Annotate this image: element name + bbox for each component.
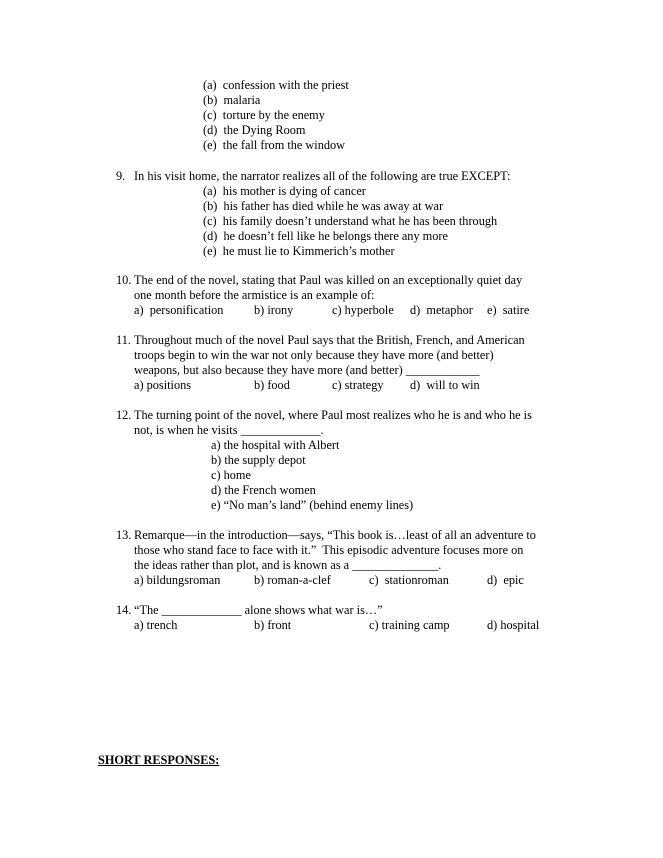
q12-option-e: e) “No man’s land” (behind enemy lines) (211, 498, 414, 512)
q12-option-a: a) the hospital with Albert (211, 438, 340, 452)
q11-choice-a: a) positions (134, 378, 192, 392)
q11-choice-c: c) strategy (332, 378, 384, 392)
q8-option-d: (d) the Dying Room (203, 123, 306, 137)
q12-option-c: c) home (211, 468, 251, 482)
q12-option-b: b) the supply depot (211, 453, 306, 467)
q14-stem: “The _____________ alone shows what war is…” (134, 603, 383, 617)
q13-choice-b: b) roman-a-clef (254, 573, 331, 587)
q9-option-e: (e) he must lie to Kimmerich’s mother (203, 244, 395, 258)
q8-option-c: (c) torture by the enemy (203, 108, 325, 122)
q9-number: 9. (116, 169, 126, 183)
q8-option-e: (e) the fall from the window (203, 138, 346, 152)
q11-stem-line-3: weapons, but also because they have more (and better) ____________ (134, 363, 480, 377)
q10-choice-b: b) irony (254, 303, 294, 317)
q10-number: 10. (116, 273, 132, 287)
q8-option-b: (b) malaria (203, 93, 261, 107)
short-responses-heading: SHORT RESPONSES: (98, 753, 220, 767)
q12-stem-line-2: not, is when he visits _____________. (134, 423, 324, 437)
q9-option-a: (a) his mother is dying of cancer (203, 184, 366, 198)
q13-stem-line-2: those who stand face to face with it.” This episodic adventure focuses more on (134, 543, 524, 557)
q14-choice-a: a) trench (134, 618, 178, 632)
q11-stem-line-1: Throughout much of the novel Paul says that the British, French, and American (134, 333, 525, 347)
q8-option-a: (a) confession with the priest (203, 78, 349, 92)
q9-option-d: (d) he doesn’t fell like he belongs there any more (203, 229, 448, 243)
q13-choice-d: d) epic (487, 573, 524, 587)
q12-option-d: d) the French women (211, 483, 316, 497)
q11-number: 11. (116, 333, 131, 347)
q13-stem-line-1: Remarque—in the introduction—says, “This book is…least of all an adventure to (134, 528, 536, 542)
q10-choice-c: c) hyperbole (332, 303, 394, 317)
q10-stem-line-1: The end of the novel, stating that Paul was killed on an exceptionally quiet day (134, 273, 523, 287)
q11-choice-b: b) food (254, 378, 290, 392)
q10-stem-line-2: one month before the armistice is an example of: (134, 288, 375, 302)
q13-choice-a: a) bildungsroman (134, 573, 221, 587)
q14-choice-d: d) hospital (487, 618, 540, 632)
q9-option-b: (b) his father has died while he was away at war (203, 199, 444, 213)
q11-stem-line-2: troops begin to win the war not only because they have more (and better) (134, 348, 494, 362)
q10-choice-a: a) personification (134, 303, 224, 317)
q10-choice-d: d) metaphor (410, 303, 473, 317)
q13-stem-line-3: the ideas rather than plot, and is known as a ______________. (134, 558, 442, 572)
q12-number: 12. (116, 408, 132, 422)
q10-choice-e: e) satire (487, 303, 530, 317)
q14-number: 14. (116, 603, 132, 617)
q9-stem: In his visit home, the narrator realizes all of the following are true EXCEPT: (134, 169, 511, 183)
q14-choice-b: b) front (254, 618, 292, 632)
q13-number: 13. (116, 528, 132, 542)
q11-choice-d: d) will to win (410, 378, 480, 392)
q12-stem-line-1: The turning point of the novel, where Paul most realizes who he is and who he is (134, 408, 532, 422)
q13-choice-c: c) stationroman (369, 573, 449, 587)
q9-option-c: (c) his family doesn’t understand what he has been through (203, 214, 498, 228)
q14-choice-c: c) training camp (369, 618, 450, 632)
